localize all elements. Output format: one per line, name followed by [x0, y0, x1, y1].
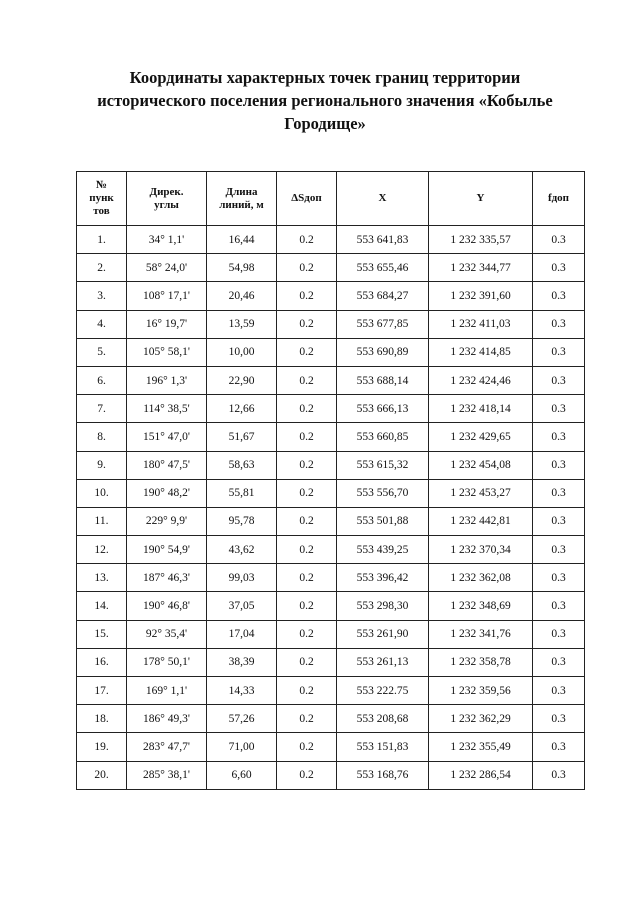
- cell-x: 553 168,76: [337, 761, 429, 789]
- cell-point-number: 8.: [77, 423, 127, 451]
- cell-delta-s: 0.2: [277, 677, 337, 705]
- table-row: [77, 310, 585, 338]
- cell-y: 1 232 286,54: [429, 761, 533, 789]
- cell-direction-angle: 229° 9,9': [127, 507, 207, 535]
- cell-direction-angle: 196° 1,3': [127, 366, 207, 394]
- cell-point-number: 11.: [77, 507, 127, 535]
- cell-delta-s: 0.2: [277, 620, 337, 648]
- cell-line-length: 99,03: [207, 564, 277, 592]
- table-row: [77, 395, 585, 423]
- header-point-number: № пунк тов: [77, 172, 127, 226]
- cell-delta-s: 0.2: [277, 479, 337, 507]
- table-row: [77, 705, 585, 733]
- cell-point-number: 20.: [77, 761, 127, 789]
- cell-direction-angle: 151° 47,0': [127, 423, 207, 451]
- cell-line-length: 95,78: [207, 507, 277, 535]
- cell-delta-s: 0.2: [277, 564, 337, 592]
- cell-x: 553 261,90: [337, 620, 429, 648]
- cell-f: 0.3: [533, 536, 585, 564]
- header-direction-angles: Дирек. углы: [127, 172, 207, 226]
- cell-point-number: 12.: [77, 536, 127, 564]
- cell-delta-s: 0.2: [277, 761, 337, 789]
- table-row: [77, 254, 585, 282]
- cell-line-length: 22,90: [207, 366, 277, 394]
- cell-point-number: 2.: [77, 254, 127, 282]
- table-row: [77, 338, 585, 366]
- cell-y: 1 232 341,76: [429, 620, 533, 648]
- header-f: fдоп: [533, 172, 585, 226]
- table-row: [77, 677, 585, 705]
- cell-f: 0.3: [533, 395, 585, 423]
- cell-y: 1 232 453,27: [429, 479, 533, 507]
- cell-x: 553 151,83: [337, 733, 429, 761]
- cell-x: 553 615,32: [337, 451, 429, 479]
- cell-direction-angle: 186° 49,3': [127, 705, 207, 733]
- title-line-3: Городище»: [284, 114, 366, 133]
- cell-delta-s: 0.2: [277, 338, 337, 366]
- cell-x: 553 298,30: [337, 592, 429, 620]
- table-row: [77, 366, 585, 394]
- cell-delta-s: 0.2: [277, 226, 337, 254]
- cell-direction-angle: 16° 19,7': [127, 310, 207, 338]
- cell-direction-angle: 108° 17,1': [127, 282, 207, 310]
- cell-line-length: 20,46: [207, 282, 277, 310]
- cell-y: 1 232 442,81: [429, 507, 533, 535]
- cell-direction-angle: 34° 1,1': [127, 226, 207, 254]
- cell-direction-angle: 180° 47,5': [127, 451, 207, 479]
- cell-f: 0.3: [533, 677, 585, 705]
- cell-y: 1 232 362,08: [429, 564, 533, 592]
- table-row: [77, 479, 585, 507]
- cell-delta-s: 0.2: [277, 648, 337, 676]
- cell-direction-angle: 58° 24,0': [127, 254, 207, 282]
- cell-line-length: 12,66: [207, 395, 277, 423]
- cell-x: 553 396,42: [337, 564, 429, 592]
- cell-x: 553 556,70: [337, 479, 429, 507]
- cell-y: 1 232 391,60: [429, 282, 533, 310]
- cell-f: 0.3: [533, 338, 585, 366]
- title-line-1: Координаты характерных точек границ территории: [129, 68, 521, 87]
- cell-delta-s: 0.2: [277, 366, 337, 394]
- cell-x: 553 677,85: [337, 310, 429, 338]
- cell-y: 1 232 454,08: [429, 451, 533, 479]
- cell-delta-s: 0.2: [277, 282, 337, 310]
- cell-x: 553 501,88: [337, 507, 429, 535]
- cell-line-length: 13,59: [207, 310, 277, 338]
- cell-f: 0.3: [533, 564, 585, 592]
- cell-point-number: 1.: [77, 226, 127, 254]
- cell-f: 0.3: [533, 366, 585, 394]
- cell-x: 553 688,14: [337, 366, 429, 394]
- table-row: [77, 620, 585, 648]
- table-row: [77, 564, 585, 592]
- cell-point-number: 10.: [77, 479, 127, 507]
- cell-f: 0.3: [533, 254, 585, 282]
- cell-f: 0.3: [533, 423, 585, 451]
- title-line-2: исторического поселения регионального значения «Кобылье: [97, 91, 553, 110]
- cell-f: 0.3: [533, 592, 585, 620]
- cell-delta-s: 0.2: [277, 536, 337, 564]
- table-row: [77, 226, 585, 254]
- cell-f: 0.3: [533, 310, 585, 338]
- cell-x: 553 208,68: [337, 705, 429, 733]
- cell-direction-angle: 283° 47,7': [127, 733, 207, 761]
- cell-direction-angle: 190° 48,2': [127, 479, 207, 507]
- cell-direction-angle: 178° 50,1': [127, 648, 207, 676]
- cell-y: 1 232 344,77: [429, 254, 533, 282]
- cell-line-length: 54,98: [207, 254, 277, 282]
- cell-y: 1 232 358,78: [429, 648, 533, 676]
- cell-y: 1 232 429,65: [429, 423, 533, 451]
- cell-line-length: 6,60: [207, 761, 277, 789]
- cell-x: 553 261,13: [337, 648, 429, 676]
- cell-direction-angle: 92° 35,4': [127, 620, 207, 648]
- cell-x: 553 439,25: [337, 536, 429, 564]
- header-line-length: Длина линий, м: [207, 172, 277, 226]
- cell-y: 1 232 335,57: [429, 226, 533, 254]
- cell-x: 553 655,46: [337, 254, 429, 282]
- document-title: [90, 66, 560, 135]
- cell-line-length: 43,62: [207, 536, 277, 564]
- cell-f: 0.3: [533, 451, 585, 479]
- cell-line-length: 71,00: [207, 733, 277, 761]
- header-x: X: [337, 172, 429, 226]
- header-delta-s: ΔSдоп: [277, 172, 337, 226]
- cell-direction-angle: 285° 38,1': [127, 761, 207, 789]
- cell-delta-s: 0.2: [277, 733, 337, 761]
- cell-line-length: 14,33: [207, 677, 277, 705]
- cell-point-number: 16.: [77, 648, 127, 676]
- cell-point-number: 9.: [77, 451, 127, 479]
- table-row: [77, 423, 585, 451]
- cell-f: 0.3: [533, 479, 585, 507]
- cell-point-number: 18.: [77, 705, 127, 733]
- header-row: [77, 172, 585, 226]
- table-row: [77, 761, 585, 789]
- cell-x: 553 666,13: [337, 395, 429, 423]
- table-row: [77, 733, 585, 761]
- cell-direction-angle: 190° 54,9': [127, 536, 207, 564]
- cell-f: 0.3: [533, 507, 585, 535]
- cell-x: 553 684,27: [337, 282, 429, 310]
- cell-direction-angle: 190° 46,8': [127, 592, 207, 620]
- cell-direction-angle: 114° 38,5': [127, 395, 207, 423]
- table-row: [77, 282, 585, 310]
- cell-line-length: 51,67: [207, 423, 277, 451]
- cell-point-number: 17.: [77, 677, 127, 705]
- cell-line-length: 55,81: [207, 479, 277, 507]
- cell-line-length: 10,00: [207, 338, 277, 366]
- cell-point-number: 3.: [77, 282, 127, 310]
- cell-y: 1 232 355,49: [429, 733, 533, 761]
- cell-line-length: 58,63: [207, 451, 277, 479]
- cell-x: 553 641,83: [337, 226, 429, 254]
- table-row: [77, 592, 585, 620]
- cell-delta-s: 0.2: [277, 254, 337, 282]
- cell-y: 1 232 414,85: [429, 338, 533, 366]
- cell-y: 1 232 362,29: [429, 705, 533, 733]
- cell-f: 0.3: [533, 705, 585, 733]
- cell-direction-angle: 105° 58,1': [127, 338, 207, 366]
- table-row: [77, 507, 585, 535]
- coordinates-table: [76, 171, 585, 790]
- cell-line-length: 57,26: [207, 705, 277, 733]
- cell-y: 1 232 424,46: [429, 366, 533, 394]
- cell-line-length: 38,39: [207, 648, 277, 676]
- table-header: [77, 172, 585, 226]
- cell-point-number: 7.: [77, 395, 127, 423]
- table-row: [77, 451, 585, 479]
- cell-y: 1 232 348,69: [429, 592, 533, 620]
- cell-delta-s: 0.2: [277, 507, 337, 535]
- cell-point-number: 15.: [77, 620, 127, 648]
- cell-y: 1 232 370,34: [429, 536, 533, 564]
- cell-x: 553 660,85: [337, 423, 429, 451]
- cell-line-length: 17,04: [207, 620, 277, 648]
- cell-point-number: 14.: [77, 592, 127, 620]
- cell-point-number: 5.: [77, 338, 127, 366]
- cell-x: 553 222.75: [337, 677, 429, 705]
- cell-direction-angle: 169° 1,1': [127, 677, 207, 705]
- cell-delta-s: 0.2: [277, 451, 337, 479]
- table-row: [77, 536, 585, 564]
- cell-f: 0.3: [533, 733, 585, 761]
- cell-y: 1 232 411,03: [429, 310, 533, 338]
- cell-delta-s: 0.2: [277, 423, 337, 451]
- cell-point-number: 13.: [77, 564, 127, 592]
- cell-f: 0.3: [533, 761, 585, 789]
- cell-line-length: 37,05: [207, 592, 277, 620]
- cell-y: 1 232 418,14: [429, 395, 533, 423]
- cell-point-number: 4.: [77, 310, 127, 338]
- cell-point-number: 19.: [77, 733, 127, 761]
- cell-y: 1 232 359,56: [429, 677, 533, 705]
- cell-f: 0.3: [533, 648, 585, 676]
- cell-delta-s: 0.2: [277, 310, 337, 338]
- cell-point-number: 6.: [77, 366, 127, 394]
- cell-f: 0.3: [533, 282, 585, 310]
- header-y: Y: [429, 172, 533, 226]
- cell-x: 553 690,89: [337, 338, 429, 366]
- table-row: [77, 648, 585, 676]
- cell-delta-s: 0.2: [277, 592, 337, 620]
- cell-delta-s: 0.2: [277, 395, 337, 423]
- cell-f: 0.3: [533, 226, 585, 254]
- cell-delta-s: 0.2: [277, 705, 337, 733]
- cell-line-length: 16,44: [207, 226, 277, 254]
- table-body: [77, 226, 585, 790]
- cell-f: 0.3: [533, 620, 585, 648]
- cell-direction-angle: 187° 46,3': [127, 564, 207, 592]
